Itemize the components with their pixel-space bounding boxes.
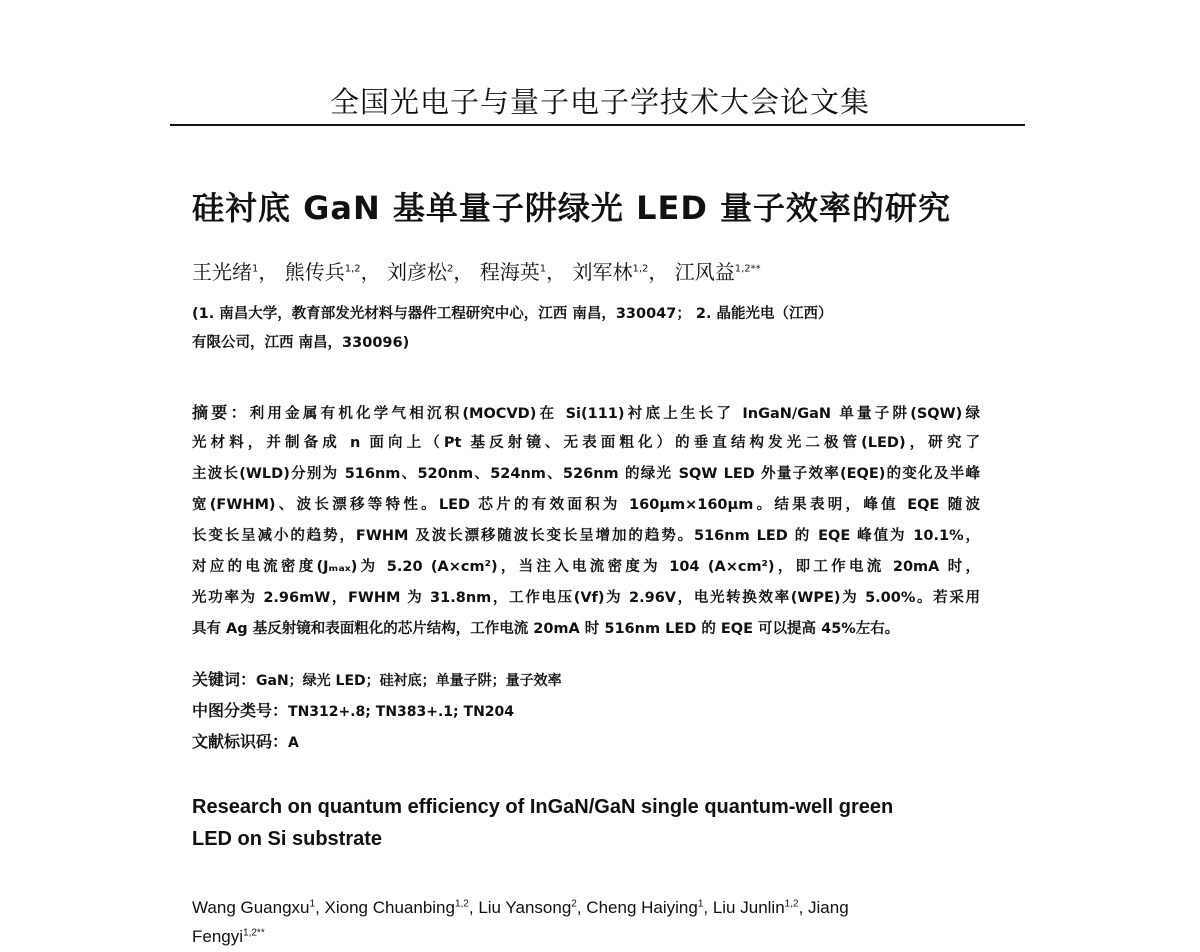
doc-code-value: A (288, 735, 299, 751)
clc-number (192, 698, 514, 721)
journal-header: 全国光电子与量子电子学技术大会论文集 (329, 85, 870, 119)
paper-title-en: Research on quantum efficiency of InGaN/GaN single quantum-well green (192, 796, 894, 818)
paper-title-en: LED on Si substrate (192, 828, 383, 850)
author-sup: 2 (571, 898, 577, 910)
author: 熊传兵 (284, 260, 345, 284)
author-sup: 2 (447, 263, 454, 275)
abstract-line: 宽(FWHM)、波长漂移等特性。LED 芯片的有效面积为 160μm×160μm。结果表明，峰值 EQE 随波 (192, 497, 980, 513)
abstract-line (192, 400, 980, 423)
document-code (192, 729, 299, 752)
authors-en: Wang Guangxu$^1$, Xiong Chuanbing$^{1,2}$, Liu Yansong$^2$, Cheng Haiying$^1$, Liu Junlin$^{1,2}$, Jiang (192, 898, 849, 917)
author-en: Cheng Haiying (586, 898, 698, 917)
clc-label: 中图分类号： (192, 701, 289, 720)
author-sup: 1 (309, 898, 316, 910)
affiliation-line: 有限公司，江西 南昌，330096) (192, 335, 410, 351)
author-sup: 1,2 (454, 898, 469, 910)
author: 王光绪 (192, 260, 252, 284)
paper-title-cn: 硅衬底 GaN 基单量子阱绿光 LED 量子效率的研究 (192, 189, 952, 227)
author-en: Liu Junlin (712, 898, 785, 917)
keywords-label: 关键词： (192, 670, 257, 689)
authors-cn: 王光绪$^1$， 熊传兵$^{1,2}$， 刘彦松$^2$， 程海英$^1$， 刘军林$^{1,2}$， 江风益$^{1,2**}$ (192, 260, 761, 284)
affiliation-line: (1. 南昌大学，教育部发光材料与器件工程研究中心，江西 南昌，330047； 2. 晶能光电（江西） (192, 306, 833, 322)
author: 程海英 (479, 260, 540, 284)
doc-code-label: 文献标识码： (192, 732, 289, 751)
author-en: Wang Guangxu (192, 898, 310, 917)
abstract-text: 利用金属有机化学气相沉积(MOCVD)在 Si(111)衬底上生长了 InGaN/GaN 单量子阱(SQW)绿 (249, 406, 980, 422)
author-en: Xiong Chuanbing (324, 898, 455, 917)
keywords-value: GaN；绿光 LED；硅衬底；单量子阱；量子效率 (256, 673, 562, 689)
author-sup: 1 (697, 898, 704, 910)
abstract-label: 摘要： (192, 403, 250, 422)
author-sup: 1 (539, 263, 547, 275)
author-sup: 1,2** (243, 927, 265, 939)
author-sup: 1,2** (734, 263, 761, 275)
abstract-line: 主波长(WLD)分别为 516nm、520nm、524nm、526nm 的绿光 SQW LED 外量子效率(EQE)的变化及半峰 (192, 466, 980, 482)
clc-value: TN312+.8; TN383+.1; TN204 (288, 704, 515, 720)
header-rule (170, 124, 1025, 126)
abstract-line: 长变长呈减小的趋势，FWHM 及波长漂移随波长变长呈增加的趋势。516nm LED 的 EQE 峰值为 10.1%， (192, 528, 980, 544)
author: 刘彦松 (387, 260, 447, 284)
author-en: Liu Yansong (478, 898, 572, 917)
abstract-line: 对应的电流密度(Jₘₐₓ)为 5.20 (A×cm²)，当注入电流密度为 104 (A×cm²)，即工作电流 20mA 时， (192, 559, 980, 575)
abstract-line: 光材料，并制备成 n 面向上（Pt 基反射镜、无表面粗化）的垂直结构发光二极管(LED)，研究了 (192, 435, 980, 451)
author: 江风益 (674, 260, 735, 284)
authors-en-cont (192, 927, 265, 947)
author-sup: 1,2 (632, 263, 649, 275)
abstract-line: 光功率为 2.96mW，FWHM 为 31.8nm，工作电压(Vf)为 2.96V，电光转换效率(WPE)为 5.00%。若采用 (192, 590, 980, 606)
author-sup: 1,2 (784, 898, 799, 910)
abstract-line: 具有 Ag 基反射镜和表面粗化的芯片结构，工作电流 20mA 时 516nm LED 的 EQE 可以提高 45%左右。 (192, 621, 900, 637)
author-en-given: Fengyi (192, 927, 244, 946)
keywords (192, 667, 562, 690)
author: 刘军林 (572, 260, 633, 284)
author-sup: 1 (252, 263, 259, 275)
author-sup: 1,2 (344, 263, 361, 275)
